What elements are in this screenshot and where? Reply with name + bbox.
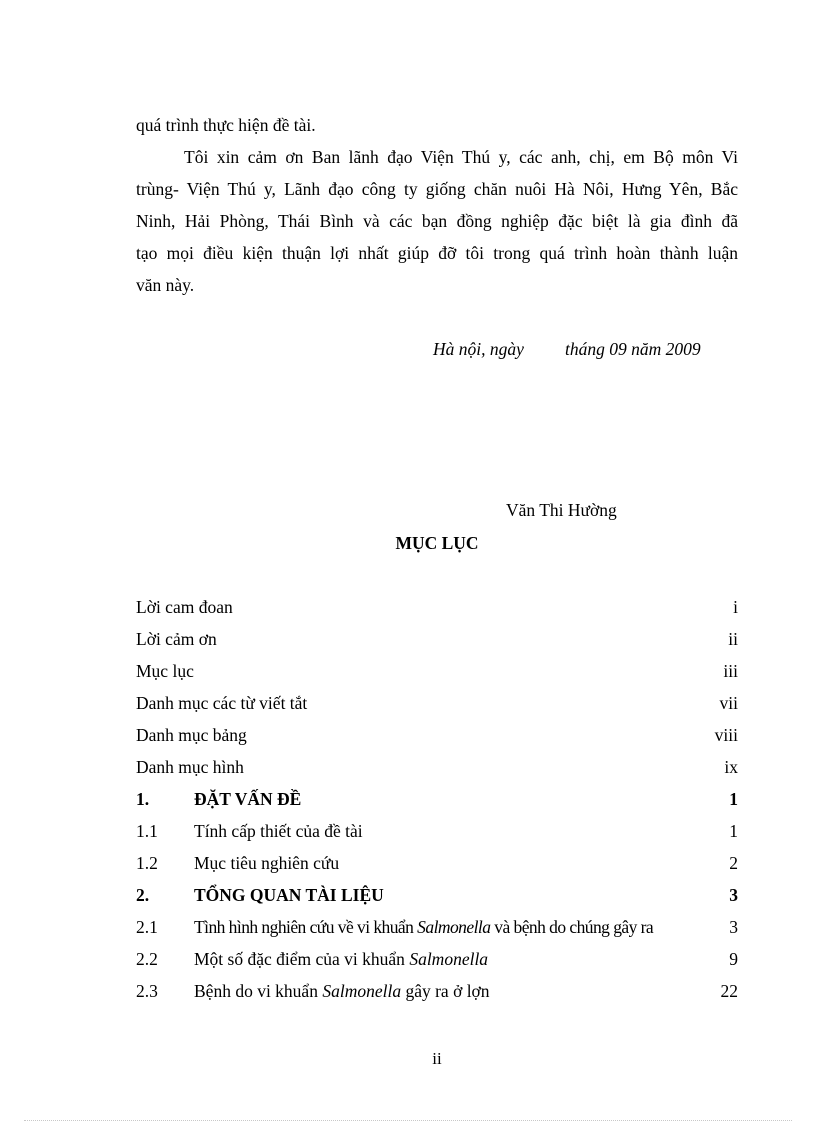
toc-row[interactable] [136,754,738,780]
toc-row[interactable] [136,690,738,716]
ack-line-5: tạo mọi điều kiện thuận lợi nhất giúp đỡ tôi trong quá trình hoàn thành luận [136,243,738,263]
toc-row[interactable] [136,882,738,908]
toc-page-number: 2 [729,853,738,873]
toc-entry-title: TỔNG QUAN TÀI LIỆU [194,885,384,905]
toc-row[interactable] [136,626,738,652]
toc-entry-title: Tính cấp thiết của đề tài [194,821,363,841]
toc-title-text: gây ra ở lợn [401,981,490,1001]
toc-row[interactable] [136,594,738,620]
page-number: ii [432,1049,442,1068]
ack-line-6: văn này. [136,275,195,295]
page-bottom-divider [24,1120,792,1121]
toc-entry-title: Lời cam đoan [136,597,233,617]
toc-entry-title: ĐẶT VẤN ĐỀ [194,789,302,809]
toc-page-number: ix [724,757,738,777]
toc-number: 2.2 [136,949,158,969]
date-month-year: tháng 09 năm 2009 [565,339,701,359]
toc-entry-title: Danh mục hình [136,757,244,777]
toc-page-number: vii [719,693,738,713]
ack-line-1: quá trình thực hiện đề tài. [136,115,316,135]
toc-title-text: và bệnh do chúng gây ra [490,917,654,937]
toc-page-number: viii [714,725,738,745]
toc-entry-title: Mục tiêu nghiên cứu [194,853,340,873]
toc-row[interactable] [136,978,738,1004]
toc-entry-title: Lời cảm ơn [136,629,217,649]
toc-row[interactable] [136,818,738,844]
toc-entry-title: Danh mục các từ viết tắt [136,693,308,713]
toc-page-number: 3 [729,885,738,905]
toc-page-number: iii [723,661,738,681]
toc-row[interactable] [136,658,738,684]
toc-title-italic: Salmonella [322,981,402,1001]
toc-title-text: Một số đặc điểm của vi khuẩn [194,949,410,969]
toc-page-number: ii [728,629,738,649]
toc-number: 2. [136,885,150,905]
toc-page-number: 9 [729,949,738,969]
ack-line-3: trùng- Viện Thú y, Lãnh đạo công ty giống chăn nuôi Hà Nôi, Hưng Yên, Bắc [136,179,738,199]
toc-number: 1. [136,789,150,809]
toc-title-text: Bệnh do vi khuẩn [194,981,323,1001]
toc-entry-title: Mục lục [136,661,194,681]
toc-page-number: 1 [729,789,738,809]
toc-title-italic: Salmonella [409,949,489,969]
toc-title-text: Tình hình nghiên cứu về vi khuẩn [194,917,418,937]
date-place-day: Hà nội, ngày [433,339,524,359]
toc-row[interactable] [136,786,738,812]
toc-page-number: i [733,597,738,617]
toc-title: MỤC LỤC [395,533,479,553]
author-signature: Văn Thi Hường [506,500,617,520]
toc-number: 2.3 [136,981,158,1001]
toc-row[interactable] [136,946,738,972]
toc-row[interactable] [136,722,738,748]
toc-page-number: 22 [720,981,738,1001]
toc-row[interactable] [136,914,738,940]
toc-row[interactable] [136,850,738,876]
toc-number: 1.1 [136,821,158,841]
toc-entry-title: Danh mục bảng [136,725,247,745]
toc-number: 2.1 [136,917,158,937]
toc-page-number: 1 [729,821,738,841]
toc-entry-title [194,914,653,940]
toc-entry-title [194,978,490,1004]
toc-number: 1.2 [136,853,158,873]
ack-line-4: Ninh, Hải Phòng, Thái Bình và các bạn đồng nghiệp đặc biệt là gia đình đã [136,211,738,231]
toc-entry-title [194,946,488,972]
toc-page-number: 3 [729,917,738,937]
ack-line-2: Tôi xin cảm ơn Ban lãnh đạo Viện Thú y, các anh, chị, em Bộ môn Vi [184,147,738,167]
toc-title-italic: Salmonella [417,917,491,937]
